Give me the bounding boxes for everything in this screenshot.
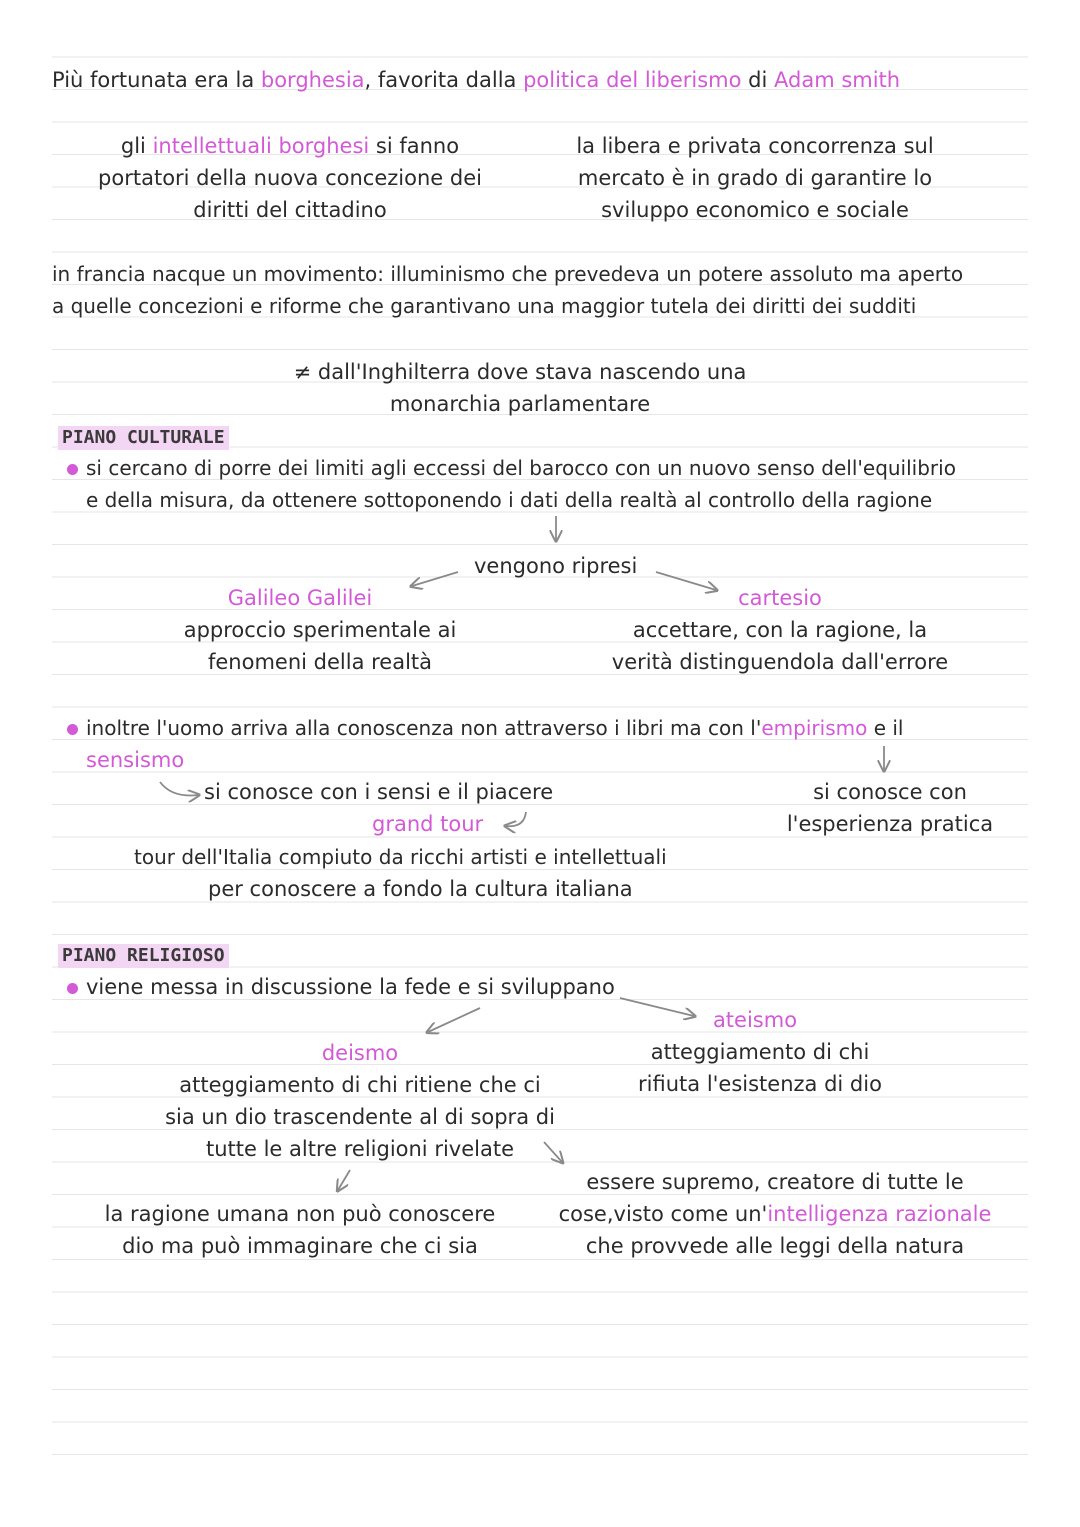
arrow-left-icon <box>412 572 458 586</box>
supremo-line1: essere supremo, creatore di tutte le <box>586 1170 964 1194</box>
left-block-suffix: si fanno <box>369 134 460 158</box>
culturale-bullet1-line2: e della misura, da ottenere sottoponendo i dati della realtà al controllo della ragione <box>86 488 933 512</box>
left-block-line3: diritti del cittadino <box>193 198 387 222</box>
tour-line2: per conoscere a fondo la cultura italiana <box>208 877 633 901</box>
term-empirismo: empirismo <box>761 716 868 740</box>
sensi-line: si conosce con i sensi e il piacere <box>204 780 554 804</box>
arrow-down-left-icon <box>338 1170 350 1190</box>
esperienza-line1: si conosce con <box>813 780 967 804</box>
term-intelligenza-razionale: intelligenza razionale <box>767 1202 992 1226</box>
right-block-line3: sviluppo economico e sociale <box>601 198 909 222</box>
tour-line1: tour dell'Italia compiuto da ricchi artisti e intellettuali <box>134 845 667 869</box>
galileo-galilei: Galileo Galilei <box>227 586 373 610</box>
term-intellettuali-borghesi: intellettuali borghesi <box>152 134 370 158</box>
ateismo-line2: rifiuta l'esistenza di dio <box>638 1072 882 1096</box>
deismo-line3: tutte le altre religioni rivelate <box>205 1137 514 1161</box>
term-sensismo: sensismo <box>86 748 185 772</box>
galileo-line1: approccio sperimentale ai <box>183 618 457 642</box>
heading-piano-culturale: PIANO CULTURALE <box>58 426 229 450</box>
arrow-down-right-icon <box>544 1142 562 1162</box>
term-politica-liberismo: politica del liberismo <box>523 68 742 92</box>
term-borghesia: borghesia <box>260 68 365 92</box>
bullet2-prefix: inoltre l'uomo arriva alla conoscenza non attraverso i libri ma con l' <box>86 716 762 740</box>
curved-arrow-icon <box>506 812 526 826</box>
left-block-line2: portatori della nuova concezione dei <box>98 166 482 190</box>
ragione-line2: dio ma può immaginare che ci sia <box>122 1234 478 1258</box>
esperienza-line2: l'esperienza pratica <box>786 812 994 836</box>
heading-piano-religioso: PIANO RELIGIOSO <box>58 944 229 968</box>
ragione-line1: la ragione umana non può conoscere <box>104 1202 496 1226</box>
religioso-bullet: viene messa in discussione la fede e si sviluppano <box>86 975 615 999</box>
intro-text-of: di <box>741 68 774 92</box>
francia-line2: a quelle concezioni e riforme che garantivano una maggior tutela dei diritti dei sudditi <box>52 294 917 318</box>
ateismo-line1: atteggiamento di chi <box>650 1040 870 1064</box>
right-block-line1: la libera e privata concorrenza sul <box>576 134 934 158</box>
inghilterra-line2: monarchia parlamentare <box>389 392 651 416</box>
inghilterra-line1: ≠ dall'Inghilterra dove stava nascendo una <box>293 360 747 384</box>
vengono-ripresi: vengono ripresi <box>474 554 638 578</box>
cartesio-line1: accettare, con la ragione, la <box>632 618 928 642</box>
arrow-right-icon <box>656 572 716 590</box>
bullet2-suffix: e il <box>867 716 904 740</box>
right-block-line2: mercato è in grado di garantire lo <box>577 166 933 190</box>
supremo-prefix: cose,visto come un' <box>558 1202 768 1226</box>
term-deismo: deismo <box>321 1041 399 1065</box>
curved-arrow-icon <box>160 782 198 795</box>
term-grand-tour: grand tour <box>372 812 484 836</box>
deismo-line2: sia un dio trascendente al di sopra di <box>165 1105 555 1129</box>
cartesio-line2: verità distinguendola dall'errore <box>611 650 949 674</box>
galileo-line2: fenomeni della realtà <box>207 650 433 674</box>
arrow-left-icon <box>428 1008 480 1032</box>
intro-text-mid: , favorita dalla <box>364 68 524 92</box>
cartesio: cartesio <box>738 586 822 610</box>
term-ateismo: ateismo <box>712 1008 798 1032</box>
deismo-line1: atteggiamento di chi ritiene che ci <box>179 1073 541 1097</box>
left-block-prefix: gli <box>120 134 153 158</box>
francia-line1: in francia nacque un movimento: illuminismo che prevedeva un potere assoluto ma aperto <box>52 262 964 286</box>
supremo-line3: che provvede alle leggi della natura <box>585 1234 965 1258</box>
intro-text: Più fortunata era la <box>52 68 261 92</box>
arrow-right-icon <box>620 998 694 1016</box>
culturale-bullet1-line1: si cercano di porre dei limiti agli eccessi del barocco con un nuovo senso dell'equilibrio <box>86 456 956 480</box>
term-adam-smith: Adam smith <box>774 68 901 92</box>
